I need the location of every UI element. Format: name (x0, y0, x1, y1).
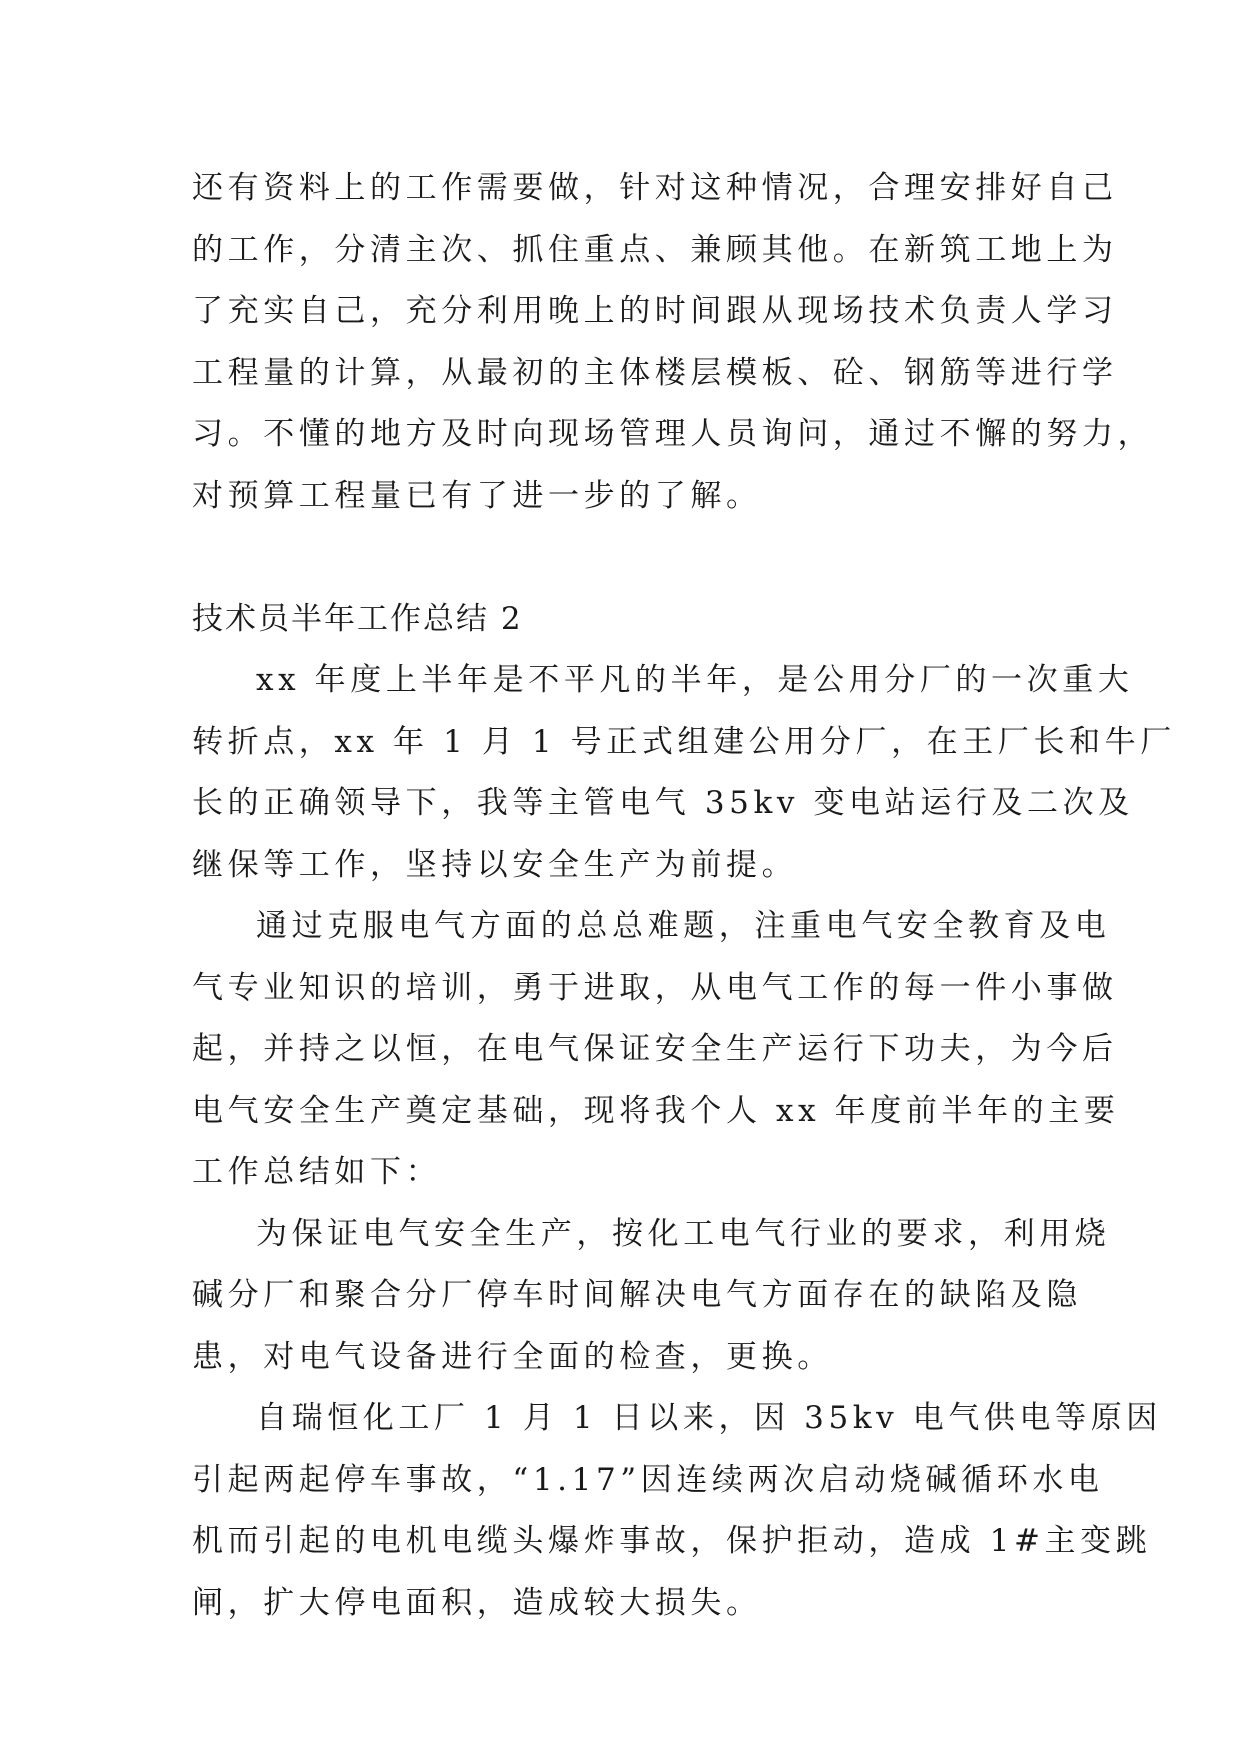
text-line: 工作总结如下： (192, 1154, 442, 1190)
blank-line (192, 527, 1052, 589)
section-title: 技术员半年工作总结 2 (192, 600, 523, 637)
text-line: 转折点，xx 年 1 月 1 号正式组建公用分厂，在王厂长和牛厂 (192, 723, 1176, 760)
text-line: 通过克服电气方面的总总难题，注重电气安全教育及电 (256, 908, 1111, 944)
text-line: 继保等工作，坚持以安全生产为前提。 (192, 846, 798, 883)
paragraph-3 (192, 1204, 1111, 1389)
text-line: 对预算工程量已有了进一步的了解。 (192, 477, 762, 514)
paragraph-2 (192, 896, 1120, 1204)
text-line: 长的正确领导下，我等主管电气 35kv 变电站运行及二次及 (192, 785, 1134, 821)
text-line: 起，并持之以恒，在电气保证安全生产运行下功夫，为今后 (192, 1031, 1118, 1067)
text-line: 引起两起停车事故，“1.17”因连续两次启动烧碱循环水电 (192, 1461, 1104, 1498)
text-line: 了充实自己，充分利用晚上的时间跟从现场技术负责人学习 (192, 293, 1118, 329)
text-line: 为保证电气安全生产，按化工电气行业的要求，利用烧 (256, 1215, 1111, 1252)
text-line: 还有资料上的工作需要做，针对这种情况，合理安排好自己 (192, 170, 1118, 206)
text-line: 碱分厂和聚合分厂停车时间解决电气方面存在的缺陷及隐 (192, 1277, 1082, 1313)
intro-paragraph (192, 158, 1154, 527)
paragraph-1 (192, 650, 1176, 896)
text-line: 机而引起的电机电缆头爆炸事故，保护拒动，造成 1#主变跳 (192, 1523, 1152, 1559)
text-line: 自瑞恒化工厂 1 月 1 日以来，因 35kv 电气供电等原因 (256, 1400, 1162, 1436)
text-line: 气专业知识的培训，勇于进取，从电气工作的每一件小事做 (192, 969, 1118, 1006)
document-body (192, 158, 1176, 1634)
paragraph-4 (192, 1388, 1162, 1634)
text-line: 习。不懂的地方及时向现场管理人员询问，通过不懈的努力， (192, 416, 1154, 452)
text-line: 的工作，分清主次、抓住重点、兼顾其他。在新筑工地上为 (192, 231, 1118, 268)
text-line: 患，对电气设备进行全面的检查，更换。 (192, 1338, 833, 1375)
text-line: 闸，扩大停电面积，造成较大损失。 (192, 1584, 762, 1621)
text-line: xx 年度上半年是不平凡的半年，是公用分厂的一次重大 (256, 662, 1134, 698)
text-line: 电气安全生产奠定基础，现将我个人 xx 年度前半年的主要 (192, 1092, 1120, 1129)
text-line: 工程量的计算，从最初的主体楼层模板、砼、钢筋等进行学 (192, 354, 1118, 391)
